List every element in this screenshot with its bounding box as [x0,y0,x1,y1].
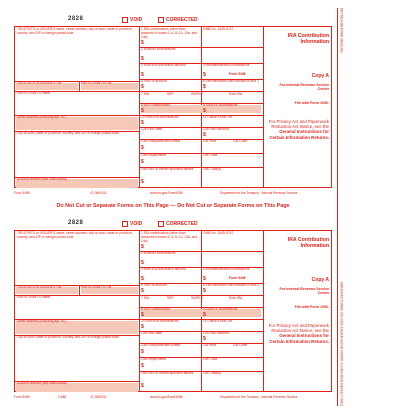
box-13a-label: 13a Postponed/late contrib. [141,343,182,347]
box-4-label: 4 Recharacterized contributions [203,63,250,67]
box-7-roth-label: Roth IRA [229,92,243,96]
box-5-dollar: $ [141,288,144,294]
box-2-label: 2 Rollover contributions [141,251,176,255]
copy-label: Copy A [311,277,329,283]
box-1-dollar: $ [141,40,144,46]
form-title: IRA Contribution Information [287,33,329,45]
footer-form: Form 5498 [14,395,30,399]
cut-line-notice: Do Not Cut or Separate Forms on This Page — Do Not Cut or Separate Forms on This Page [56,203,290,209]
box-14a-dollar: $ [141,159,144,165]
box-14a-label: 14a Repayments [141,153,166,157]
box-3-label: 3 Roth IRA conversion amount [141,63,186,67]
box-12a-label: 12a RMD date [141,331,163,335]
trustee-name-label: TRUSTEE'S or ISSUER'S name, street address, city or town, state or province, country, and ZIP or foreign postal code [17,27,133,35]
box-8-dollar: $ [141,108,144,114]
participant-tin-label: PARTICIPANT'S TIN [81,81,112,85]
box-10-dollar: $ [141,324,144,330]
box-15b-label: 15b Code(s) [203,167,222,171]
footer-cat: 2-888 [58,395,67,399]
box-12b-dollar: $ [203,336,206,342]
box-8-label: 8 SEP contributions [141,103,170,107]
form-grid [14,26,332,188]
corrected-checkbox[interactable] [158,17,164,23]
trustee-tin-label: TRUSTEE'S or ISSUER'S TIN [17,285,62,289]
box-7-sep-label: SEP [167,296,174,300]
box-4-dollar: $ [203,72,206,78]
tin-divider [79,81,80,91]
right-info-area [263,231,333,393]
box-7-simple-label: SIMPLE [191,92,204,96]
box-13c-label: 13c Code [233,139,248,143]
participant-tin-label: PARTICIPANT'S TIN [81,285,112,289]
box-12b-dollar: $ [203,132,206,138]
file-with-label: File with Form 1096. [294,101,329,105]
street-address-label: Street address (including apt. no.) [17,115,67,119]
box-10-label: 10 Roth IRA contributions [141,115,179,119]
box-5-label: 5 FMV of account [141,79,167,83]
box-15a-label: 15a FMV of certain specified assets [141,371,194,375]
void-label: VOID [130,221,143,227]
box-15b-label: 15b Code(s) [203,371,222,375]
footer-form: Form 5498 [14,191,30,195]
box-8-dollar: $ [141,312,144,318]
trustee-name-label: TRUSTEE'S or ISSUER'S name, street address, city or town, state or province, country, and ZIP or foreign postal code [17,231,133,239]
box-9-dollar: $ [203,108,206,114]
privacy-act-notice: For Privacy Act and Paperwork Reduction Act Notice, see the General Instructions for Certain Information Returns. [268,323,329,344]
box-2-dollar: $ [141,260,144,266]
box-5-label: 5 FMV of account [141,283,167,287]
city-label: City or town, state or province, country, and ZIP or foreign postal code [17,131,119,135]
box-6-dollar: $ [203,84,206,90]
box-10-label: 10 Roth IRA contributions [141,319,179,323]
box-2-dollar: $ [141,56,144,62]
trustee-tin-label: TRUSTEE'S or ISSUER'S TIN [17,81,62,85]
form-header [14,14,332,26]
box-6-label: 6 Life insurance cost included in box 1 [203,283,259,287]
form-number: Form 5498 [229,276,246,280]
omb-number: OMB No. 1545-0747 [203,27,234,31]
void-label: VOID [130,17,143,23]
box-7-ira-label: 7 IRA [141,296,150,300]
box-7-ira-label: 7 IRA [141,92,150,96]
box-7-sep-label: SEP [167,92,174,96]
box-14a-label: 14a Repayments [141,357,166,361]
footer-url: www.irs.gov/Form5498 [150,395,183,399]
edge-strip [337,8,346,406]
box-5-dollar: $ [141,84,144,90]
box-7-simple-label: SIMPLE [191,296,204,300]
box-15a-dollar: $ [141,179,144,185]
form-footer [14,394,332,404]
street-address-label: Street address (including apt. no.) [17,319,67,323]
void-checkbox[interactable] [122,221,128,227]
box-9-dollar: $ [203,312,206,318]
footer-catalog-number: 47-0663011 [90,191,107,195]
box-11-label: 11 Check if RMD for [203,115,233,119]
box-1-dollar: $ [141,244,144,250]
box-13c-label: 13c Code [233,343,248,347]
box-13a-dollar: $ [141,349,144,355]
box-14a-dollar: $ [141,363,144,369]
box-4-label: 4 Recharacterized contributions [203,267,250,271]
box-9-label: 9 SIMPLE contributions [203,307,238,311]
corrected-label: CORRECTED [166,17,198,23]
box-3-label: 3 Roth IRA conversion amount [141,267,186,271]
box-14b-label: 14b Code [203,357,218,361]
footer-department: Department of the Treasury - Internal Revenue Service [220,395,298,399]
box-2-label: 2 Rollover contributions [141,47,176,51]
box-15a-dollar: $ [141,383,144,389]
form-5498-copy-a-bottom [14,218,332,404]
form-header [14,218,332,230]
edge-left-text: MANUFACTURED ON OCR LASER BOND PAPER USING RED REFLEX INKS [339,281,344,406]
form-code: 2828 [68,220,84,226]
box-1-label: 1 IRA contributions (other than amounts in boxes 2–4, 8–10, 13a, and 14a) [141,27,198,39]
footer-url: www.irs.gov/Form5498 [150,191,183,195]
box-3-dollar: $ [141,276,144,282]
form-title: IRA Contribution Information [287,237,329,249]
box-10-dollar: $ [141,120,144,126]
city-label: City or town, state or province, country, and ZIP or foreign postal code [17,335,119,339]
box-1-label: 1 IRA contributions (other than amounts in boxes 2–4, 8–10, 13a, and 14a) [141,231,198,243]
box-9-label: 9 SIMPLE contributions [203,103,238,107]
for-irs-label: For Internal Revenue Service Center [279,83,329,92]
form-footer [14,190,332,200]
box-13b-label: 13b Year [203,343,217,347]
box-7-roth-label: Roth IRA [229,296,243,300]
box-12b-label: 12b RMD amount [203,331,229,335]
form-5498-copy-a-top [14,14,332,200]
right-info-area [263,27,333,189]
box-6-dollar: $ [203,288,206,294]
col-divider-1 [139,27,140,187]
privacy-act-notice: For Privacy Act and Paperwork Reduction Act Notice, see the General Instructions for Certain Information Returns. [268,119,329,140]
box-12b-label: 12b RMD amount [203,127,229,131]
copy-label: Copy A [311,73,329,79]
void-checkbox[interactable] [122,17,128,23]
box-13a-dollar: $ [141,145,144,151]
corrected-checkbox[interactable] [158,221,164,227]
box-12a-label: 12a RMD date [141,127,163,131]
for-irs-label: For Internal Revenue Service Center [279,287,329,296]
account-number-label: Account number (see instructions) [17,177,68,181]
footer-catalog-number: 47-0663011 [90,395,107,399]
form-grid [14,230,332,392]
edge-right-text: DETACH BEFORE MAILING [339,8,344,53]
box-4-dollar: $ [203,276,206,282]
box-15a-label: 15a FMV of certain specified assets [141,167,194,171]
form-number: Form 5498 [229,72,246,76]
box-3-dollar: $ [141,72,144,78]
box-14b-label: 14b Code [203,153,218,157]
box-11-label: 11 Check if RMD for [203,319,233,323]
participant-name-label: PARTICIPANT'S name [17,91,51,95]
participant-name-label: PARTICIPANT'S name [17,295,51,299]
box-8-label: 8 SEP contributions [141,307,170,311]
footer-department: Department of the Treasury - Internal Revenue Service [220,191,298,195]
account-number-label: Account number (see instructions) [17,381,68,385]
form-code: 2828 [68,16,84,22]
corrected-label: CORRECTED [166,221,198,227]
box-13b-label: 13b Year [203,139,217,143]
box-6-label: 6 Life insurance cost included in box 1 [203,79,259,83]
box-13a-label: 13a Postponed/late contrib. [141,139,182,143]
file-with-label: File with Form 1096. [294,305,329,309]
omb-number: OMB No. 1545-0747 [203,231,234,235]
